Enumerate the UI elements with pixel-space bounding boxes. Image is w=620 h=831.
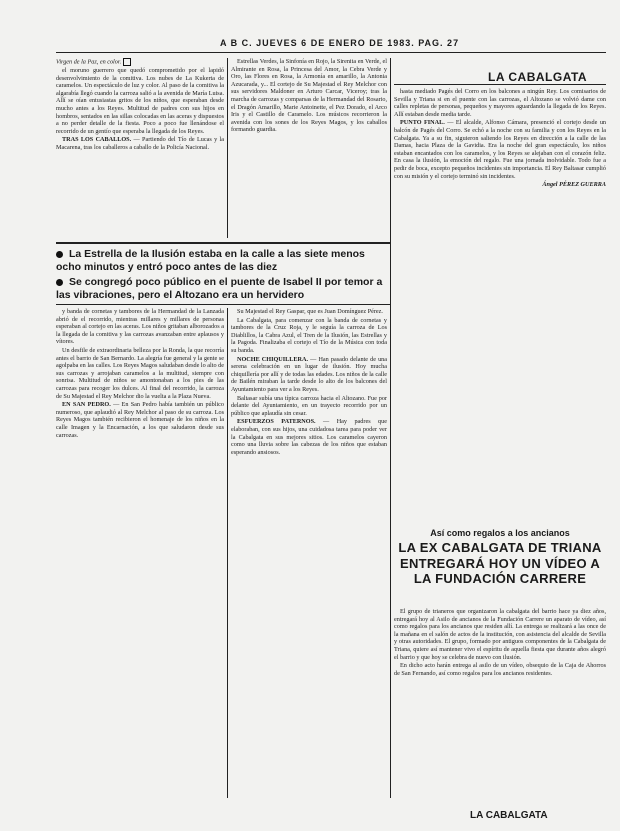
top-middle-column <box>231 58 387 238</box>
col-divider-1 <box>227 58 228 238</box>
top-right-sub-body: — El alcalde, Alfonso Cámara, presenció el cortejo desde un balcón de Pagés del Corro. Se echó a la noche con su familia y con los Reyes en la Cabalgata. Ya a su fin, siguieron saliendo los Reyes en dirección a la calle de las Damas, hacia Plaza de la Gavidia. Era la noche del gran espectáculo, los niños estaban encantados con los caramelos, y los Reyes se alejaban con el corazón feliz. En casa la ilusión, la emoción del regalo. Fue una jornada inolvidable. Todo fue a pedir de boca, excepto pequeños incidentes sin importancia. El Rey Baltasar cumplió con su misión y el cortejo terminó sin incidentes. <box>394 119 606 180</box>
top-left-body: el moruno guerrero que quedó comprometido por el lapidó desenvolvimiento de la comitiva. Los nubes de La Kukerta de caramelos. Un espectáculo de luz y color. Al paso de la comitiva la algarabía llegó cuando la carroza salió a la avenida de María Luisa. Allí se oían entusiastas gritos de los niños, que esperaban desde mucho antes a los Reyes. Multitud de padres con sus hijos en hombros, sentados en las sillas colocadas en las aceras y dispuestos a no perder detalle de la fiesta. Poco a poco fue llenándose el recorrido de un gentío que esperaba la llegada de los Reyes. <box>56 67 224 135</box>
col-divider-2 <box>390 58 391 798</box>
top-right-column <box>394 88 606 516</box>
masthead: A B C. JUEVES 6 DE ENERO DE 1983. PAG. 27 <box>220 38 460 48</box>
top-left-subhead: TRAS LOS CABALLOS. <box>62 136 132 144</box>
bullet-icon <box>56 279 63 286</box>
feature-column <box>394 608 606 804</box>
lower-middle-sub1-body: — Han pasado delante de una serena celebración en un lugar de ilusión. Hoy mucha chiquillería por allí y de todas las edades. Los niños de la calle de Bailén miraban la tarde desde lo alto de los balcones del Ayuntamiento para ver a los Reyes. <box>231 355 387 393</box>
bullet-1-text: La Estrella de la Ilusión estaba en la calle a las siete menos ocho minutos y entró poco antes de las diez <box>56 248 365 273</box>
bullets-rule-bottom <box>56 304 390 305</box>
kicker-rule <box>394 84 606 85</box>
top-right-body: hasta mediado Pagés del Corro en los balcones a ningún Rey. Los comisarios de Sevilla y Triana si en el puente con las carrozas, el Altozano se volvió dame con calles repletas de personas, pequeños y mayores aguardando la llegada de los Reyes. Allí estaban desde media tarde. <box>394 88 606 118</box>
top-left-column <box>56 58 224 238</box>
lower-middle-p1: Su Majestad el Rey Gaspar, que es Juan Domínguez Pérez. <box>237 308 383 315</box>
bullet-1 <box>56 248 386 274</box>
feature-tag: Así como regalos a los ancianos <box>430 528 570 538</box>
lower-middle-subhead-2: ESFUERZOS PATERNOS. <box>237 418 316 426</box>
lower-middle-p3: Baltasar subía una típica carroza hacia el Altozano. Fue por delante del Ayuntamiento, en un trayecto recorrido por un público que aplaudía sin cesar. <box>231 394 387 417</box>
lower-middle-p2: La Cabalgata, para comenzar con la banda de cornetas y tambores de la Cruz Roja, y le seguía la carroza de Los Diablillos, la Cabra Azul, el Tren de la Ilusión, las Estrellas y la Pagoda. Finalizaba el cortejo el Tío de la Música con toda su banda. <box>231 316 387 354</box>
top-left-sub-body: — Partiendo del Tío de Lucas y la Macarena, tras los caballeros a caballo de la Policía Nacional. <box>56 136 224 151</box>
feature-headline: LA EX CABALGATA DE TRIANA ENTREGARÁ HOY UN VÍDEO A LA FUNDACIÓN CARRERE <box>398 540 602 586</box>
lower-left-subhead: EN SAN PEDRO. <box>62 401 111 409</box>
col-divider-3 <box>227 308 228 798</box>
feature-body-2: En dicho acto harán entrega al asilo de un vídeo, obsequio de la Caja de Ahorros de San Fernando, así como regalos para los ancianos residentes. <box>394 662 606 677</box>
lower-middle-column <box>231 308 387 800</box>
top-middle-body: Estrellas Verdes, la Sinfonía en Rojo, la Sirenita en Verde, el Almirante en Rosa, la Princesa del Amor, la Cebra Verde y Oro, las Flores en Rosa, la Armonía en amarillo, la Antonia Azucarada, y... El cortejo de Su Majestad el Rey Melchor con sus servidores Maldoner en Arturo Carcar, Viceroy; tras la marcha de carrozas y comparsas de la Hermandad del Rosario, el Dragón Amarillo, Marie Antoinette, el Pez Dorado, el Arco Iris y el Castillo de Caramelo. Los músicos recorrieron la avenida con los sones de los Reyes Magos, y los caballos formando guardia. <box>231 58 387 134</box>
lower-middle-sub2-body: — Hay padres que elaboraban, con sus hijos, una cuidadosa tarea para poder ver la Cabalgata en sus mejores sitios. Los caramelos cayeron como una lluvia sobre las cabezas de los niños que estaban esperando ansiosos. <box>231 418 387 456</box>
top-rule <box>56 52 606 53</box>
bullet-2 <box>56 276 386 302</box>
top-right-subhead: PUNTO FINAL. <box>400 119 445 127</box>
lower-left-column <box>56 308 224 800</box>
lead-caption: Virgen de la Paz, en color. <box>56 58 122 66</box>
feature-body: El grupo de trianeros que organizaron la cabalgata del barrio hace ya diez años, entregará hoy al Asilo de ancianos de la Fundación Carrere un aparato de vídeo, así como regalos para los ancianos que residen allí. La entrega se realizará a las once de la mañana en el salón de actos de la institución, con asistencia del alcalde de Sevilla y otras autoridades. El grupo, formado por antiguos componentes de la Cabalgata de Triana, quiere así mantener vivo el espíritu de aquella fiesta que durante años alegró el barrio y que hoy se celebra de nuevo con ilusión. <box>394 608 606 661</box>
lower-left-sub-body: — En San Pedro había también un público numeroso, que aplaudió al Rey Melchor al paso de su carroza. Los Reyes Magos también recibieron el homenaje de los niños en la calle Imagen y la Encarnación, a los que saludaron desde sus carrozas. <box>56 401 224 439</box>
end-box-icon <box>123 58 131 66</box>
bullet-2-text: Se congregó poco público en el puente de Isabel II por temor a las vibraciones, pero el Altozano era un hervidero <box>56 276 383 301</box>
lower-left-p1: y banda de cornetas y tambores de la Hermandad de la Lanzada abrió de el recorrido, mientras millares y millares de personas esperaban al cortejo en las aceras. Los niños gritaban alborozados a la llegada de la comitiva y las carrozas avanzaban entre aplausos y vítores. <box>56 308 224 346</box>
footer-label: LA CABALGATA <box>470 810 548 821</box>
bullets-rule-top <box>56 242 390 244</box>
lower-left-p2: Un desfile de extraordinaria belleza por la Ronda, la que recorría antes el barrio de San Bernardo. La alegría fue general y la gente se agolpaba en las calles. Los Reyes Magos saludaban desde lo alto de sus carrozas y arrojaban caramelos a la multitud, siempre con sonrisa. Multitud de niños se amontonaban a los pies de las carrozas para recoger los dulces. Al final del recorrido, la carroza de Su Majestad el Rey Melchor dio la vuelta a la Plaza Nueva. <box>56 346 224 400</box>
section-kicker: LA CABALGATA <box>488 70 588 84</box>
lower-middle-subhead-1: NOCHE CHIQUILLERA. <box>237 355 309 363</box>
bullet-icon <box>56 251 63 258</box>
byline: Ángel PÉREZ GUERRA <box>542 181 606 189</box>
